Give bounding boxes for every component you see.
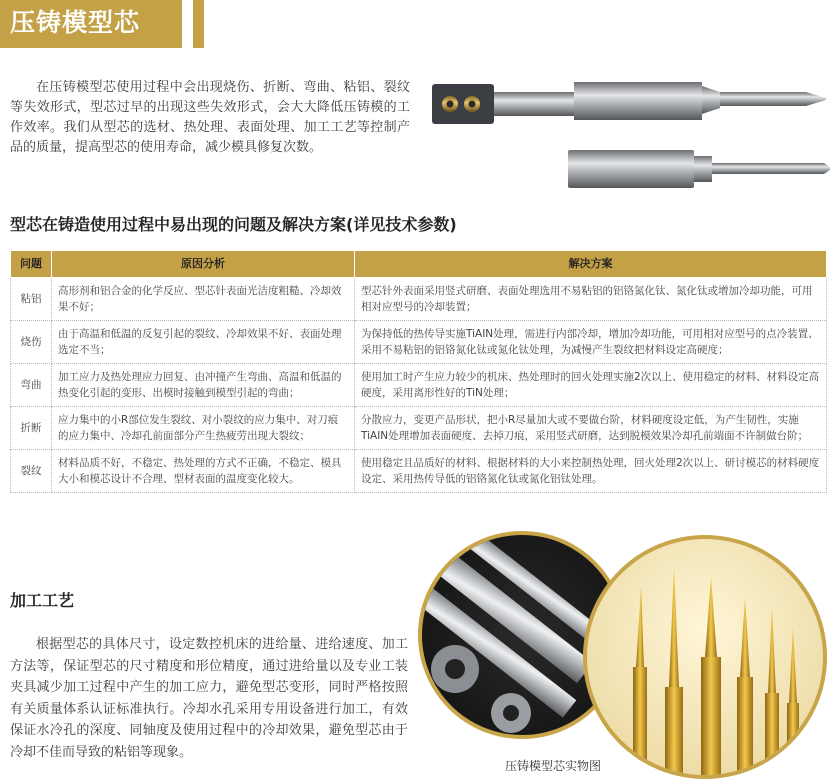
cause-cell: 材料品质不好，不稳定、热处理的方式不正确，不稳定、模具大小和模芯设计不合理、型材表面的温度变化较大。: [52, 450, 355, 493]
table-row: [11, 407, 827, 450]
issue-cell: 烧伤: [11, 321, 52, 364]
pin-block: [432, 84, 494, 124]
table-header-row: [11, 251, 827, 278]
solution-cell: 使用稳定且品质好的材料、根据材料的大小来控制热处理，回火处理2次以上、研讨模芯的材料硬度设定、采用热传导低的铝铬氮化钛或氮化铝钛处理。: [355, 450, 827, 493]
issue-cell: 折断: [11, 407, 52, 450]
cause-cell: 高形剂和铝合金的化学反应、型芯针表面光洁度粗糙、冷却效果不好；: [52, 278, 355, 321]
solution-cell: 分散应力，变更产品形状，把小R尽量加大或不要做台阶，材料硬度设定低，为产生韧性，实施TiAIN处理增加表面硬度、去掉刀痕，采用竖式研磨，达到脱模效果冷却孔前端面不许制做台阶；: [355, 407, 827, 450]
craft-section-title: 加工工艺: [10, 591, 75, 610]
table-row: [11, 321, 827, 364]
page-title: 压铸模型芯: [10, 8, 141, 37]
solution-cell: 型芯针外表面采用竖式研磨、表面处理选用不易粘铝的铝铬氮化钛、氮化钛或增加冷却功能，可用相对应型号的冷却装置；: [355, 278, 827, 321]
cause-cell: 应力集中的小R部位发生裂纹、对小裂纹的应力集中、对刀痕的应力集中、冷却孔前面部分产生热疲劳出现大裂纹；: [52, 407, 355, 450]
banner-accent-stripe: [193, 0, 204, 48]
issue-cell: 粘铝: [11, 278, 52, 321]
col-header-cause: 原因分析: [52, 251, 355, 278]
table-row: [11, 278, 827, 321]
solution-cell: 为保持低的热传导实施TiAIN处理，需进行内部冷却，增加冷却功能，可用相对应型号的点冷装置、采用不易粘铝的铝铬氮化钛或氮化钛处理，为减慢产生裂纹把材料设定高硬度；: [355, 321, 827, 364]
title-banner: [0, 0, 182, 48]
issue-cell: 裂纹: [11, 450, 52, 493]
cause-cell: 加工应力及热处理应力回复、由冲撞产生弯曲、高温和低温的热变化引起的变形、出模时接触到模型引起的弯曲；: [52, 364, 355, 407]
solution-cell: 使用加工时产生应力较少的机床、热处理时的回火处理实施2次以上、使用稳定的材料、材料设定高硬度，采用离形性好的TiN处理；: [355, 364, 827, 407]
table-row: [11, 450, 827, 493]
photo-caption: 压铸模型芯实物图: [505, 759, 602, 773]
issue-cell: 弯曲: [11, 364, 52, 407]
table-row: [11, 364, 827, 407]
core-pin-photo-collage: [415, 517, 832, 783]
intro-paragraph: 在压铸模型芯使用过程中会出现烧伤、折断、弯曲、粘铝、裂纹等失效形式，型芯过早的出现这些失效形式，会大大降低压铸模的工作效率。我们从型芯的选材、热处理、表面处理、加工工艺等控制产品的质量，提高型芯的使用寿命，减少模具修复次数。: [10, 80, 410, 155]
problem-section-title: 型芯在铸造使用过程中易出现的问题及解决方案(详见技术参数): [10, 215, 457, 234]
craft-paragraph: 根据型芯的具体尺寸，设定数控机床的进给量、进给速度、加工方法等，保证型芯的尺寸精度和形位精度，通过进给量以及专业工装夹具减少加工过程中产生的加工应力，避免型芯变形，同时严格按照有关质量体系认证标准执行。冷却水孔采用专用设备进行加工，有效保证水冷孔的深度、同轴度及使用过程中的冷却效果，避免型芯由于冷却不佳而导致的粘铝等现象。: [10, 637, 408, 760]
problem-solution-table: [10, 250, 827, 493]
cause-cell: 由于高温和低温的反复引起的裂纹、冷却效果不好、表面处理选定不当；: [52, 321, 355, 364]
col-header-issue: 问题: [11, 251, 52, 278]
core-pin-photo-top: [428, 70, 832, 202]
col-header-solution: 解决方案: [355, 251, 827, 278]
